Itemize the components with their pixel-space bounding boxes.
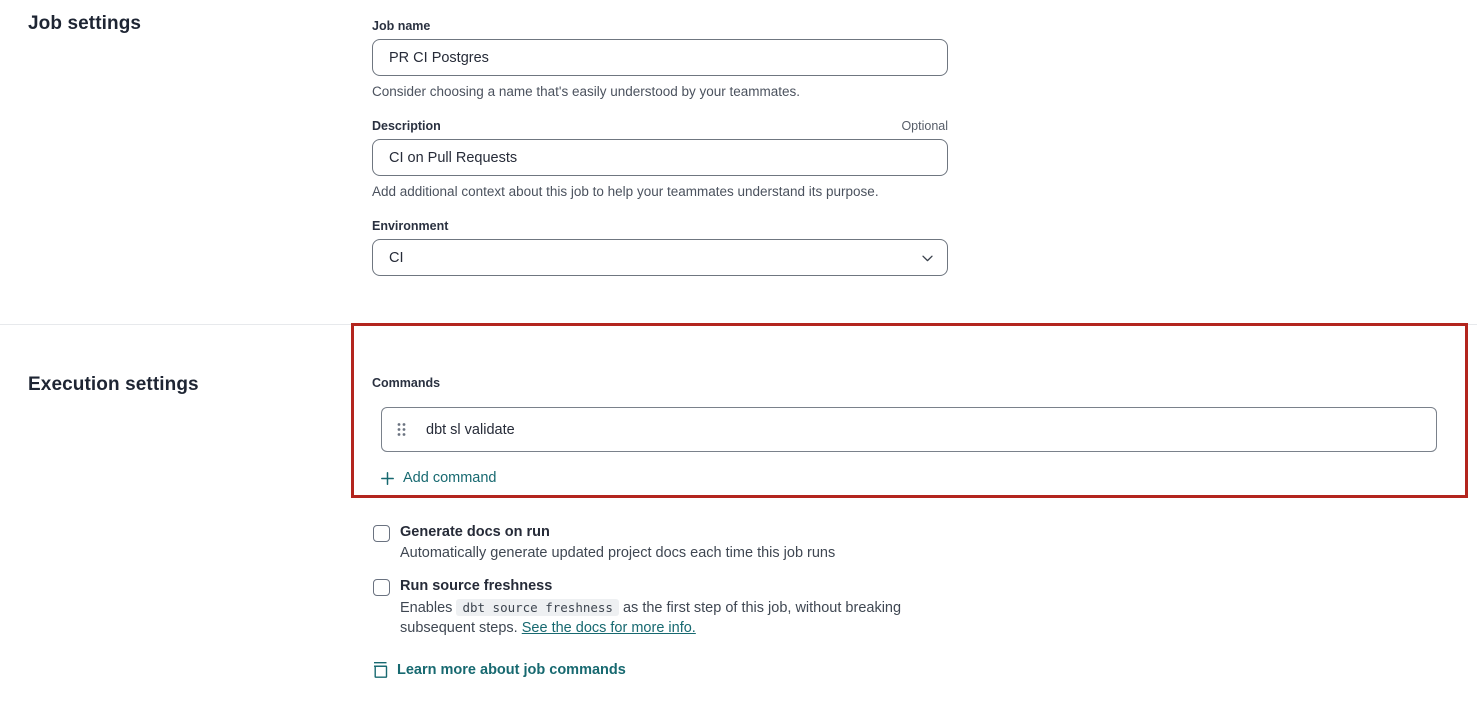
generate-docs-checkbox[interactable]	[373, 525, 390, 542]
section-divider	[0, 324, 1477, 325]
book-icon	[373, 661, 388, 679]
job-name-label: Job name	[372, 19, 431, 33]
environment-label: Environment	[372, 219, 449, 233]
command-row[interactable]	[381, 407, 1437, 452]
add-command-button[interactable]	[381, 470, 497, 486]
description-input[interactable]	[372, 139, 948, 176]
description-helper: Add additional context about this job to help your teammates understand its purpose.	[372, 184, 879, 199]
environment-select[interactable]	[372, 239, 948, 276]
generate-docs-label[interactable]: Generate docs on run	[400, 524, 550, 540]
freshness-desc-suffix: as the first step of this job, without breaking subsequent steps.	[400, 600, 902, 636]
commands-label: Commands	[372, 376, 441, 390]
run-source-freshness-checkbox[interactable]	[373, 579, 390, 596]
drag-handle-icon[interactable]	[397, 422, 406, 437]
chevron-down-icon	[922, 250, 933, 266]
freshness-desc-prefix: Enables	[400, 600, 453, 616]
execution-settings-heading: Execution settings	[28, 374, 199, 395]
generate-docs-description: Automatically generate updated project docs each time this job runs	[400, 545, 836, 561]
plus-icon	[381, 472, 394, 485]
job-name-input[interactable]	[372, 39, 948, 76]
job-settings-heading: Job settings	[28, 13, 142, 34]
run-source-freshness-label[interactable]: Run source freshness	[400, 578, 553, 594]
environment-selected-value: CI	[389, 249, 404, 266]
learn-more-label: Learn more about job commands	[397, 662, 626, 678]
command-input[interactable]: dbt sl validate	[426, 421, 515, 438]
run-source-freshness-description	[400, 598, 945, 638]
freshness-code-chip: dbt source freshness	[456, 599, 619, 616]
see-the-docs-link[interactable]: See the docs for more info.	[521, 620, 696, 636]
description-optional-badge: Optional	[901, 119, 948, 133]
learn-more-link[interactable]	[373, 661, 626, 679]
description-label: Description	[372, 119, 441, 133]
add-command-label: Add command	[403, 470, 497, 486]
job-name-helper: Consider choosing a name that's easily understood by your teammates.	[372, 84, 801, 99]
